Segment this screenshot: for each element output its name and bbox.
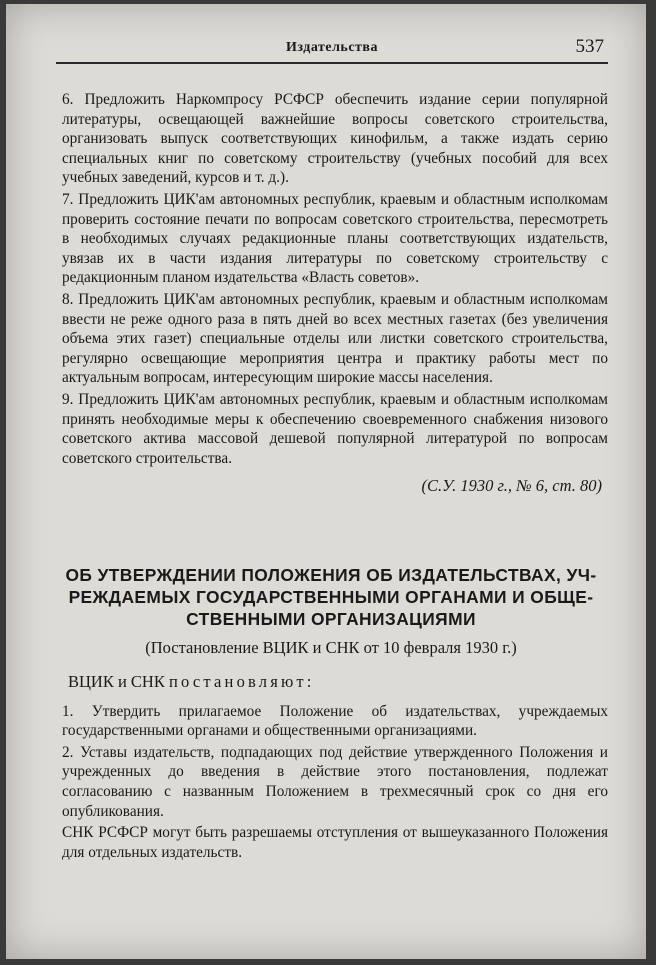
decree-verb: постановляют: bbox=[168, 672, 315, 691]
section-heading-line-2: РЕЖДАЕМЫХ ГОСУДАРСТВЕННЫМИ ОРГАНАМИ И ОБЩЕ- bbox=[68, 587, 594, 607]
running-title: Издательства bbox=[286, 40, 378, 55]
section-heading bbox=[46, 564, 616, 630]
decree-point-3: СНК РСФСР могут быть разрешаемы отступления от вышеуказанного Положения для отдельных издательств. bbox=[62, 824, 608, 861]
item-9: 9. Предложить ЦИК'ам автономных республик, краевым и областным исполкомам принять необходимые меры к обеспечению своевременного снабжения низового советского актива массовой дешевой популярной литературой по вопросам советского строительства. bbox=[62, 390, 608, 467]
decree-preamble bbox=[68, 672, 608, 692]
section-subtitle: (Постановление ВЦИК и СНК от 10 февраля 1930 г.) bbox=[145, 638, 517, 657]
page-number: 537 bbox=[575, 36, 604, 57]
document-page bbox=[6, 4, 646, 959]
decree-authority: ВЦИК и СНК bbox=[68, 672, 165, 691]
resolution-items bbox=[62, 90, 608, 496]
item-8: 8. Предложить ЦИК'ам автономных республик, краевым и областным исполкомам ввести не реже одного раза в пять дней во всех местных газетах (без увеличения объема этих газет) специальные отделы или листки советского строительства, регулярно освещающие мероприятия центра и практику работы мест по актуальным вопросам, интересующим широкие массы населения. bbox=[62, 290, 608, 387]
section-heading-line-1: ОБ УТВЕРЖДЕНИИ ПОЛОЖЕНИЯ ОБ ИЗДАТЕЛЬСТВАХ, УЧ- bbox=[65, 565, 597, 585]
source-citation: (С.У. 1930 г., № 6, ст. 80) bbox=[421, 476, 602, 496]
decree-point-1: 1. Утвердить прилагаемое Положение об издательствах, учреждаемых государственными органами и общественными организациями. bbox=[62, 702, 608, 740]
decree-point-2: 2. Уставы издательств, подпадающих под действие утвержденного Положения и учрежденных до введения в действие этого постановления, подлежат согласованию с названным Положением в трехмесячный срок со дня его опубликования. bbox=[62, 743, 608, 820]
running-header bbox=[56, 34, 608, 64]
item-6: 6. Предложить Наркомпросу РСФСР обеспечить издание серии популярной литературы, освещающей важнейшие вопросы советского строительства, организовать выпуск соответствующих кинофильм, а также издать серию специальных книг по советскому строительству (учебных пособий для всех учебных заведений, курсов и т. д.). bbox=[62, 91, 608, 187]
section-heading-line-3: СТВЕННЫМИ ОРГАНИЗАЦИЯМИ bbox=[186, 609, 476, 629]
item-7: 7. Предложить ЦИК'ам автономных республик, краевым и областным исполкомам проверить состояние печати по вопросам советского строительства, пересмотреть в необходимых случаях редакционные планы соответствующих издательств, увязав их в части издания литературы по советскому строительству с редакционным планом издательства «Власть советов». bbox=[62, 190, 608, 287]
decree-body bbox=[62, 672, 608, 862]
